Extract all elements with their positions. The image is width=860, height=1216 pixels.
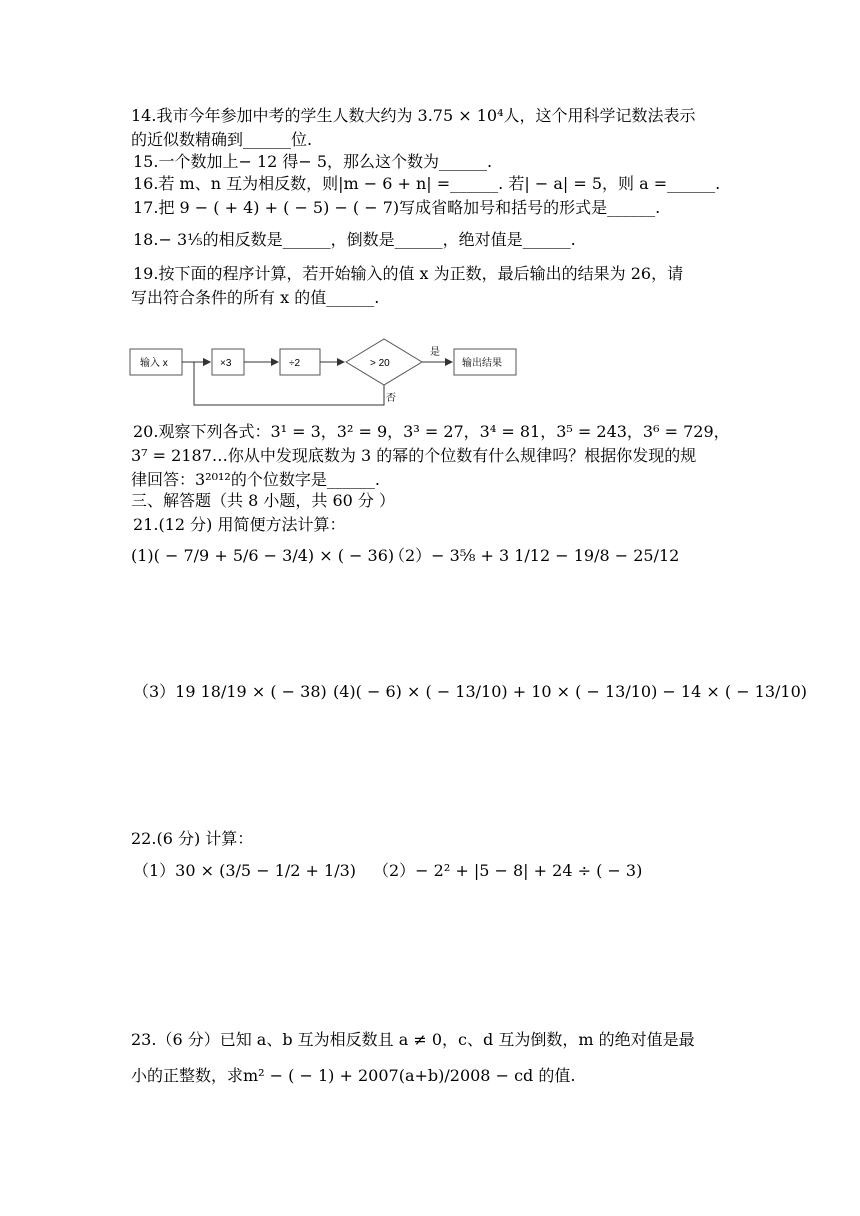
program-flowchart [128, 333, 548, 413]
q21-part1: (1)( − 7/9 + 5/6 − 3/4) × ( − 36) [131, 546, 395, 565]
q21-title: 21.(12 分) 用简便方法计算： [133, 515, 346, 534]
flow-output-label: 输出结果 [462, 358, 502, 369]
q18: 18.− 3⅕的相反数是______，倒数是______，绝对值是______. [133, 230, 576, 249]
q19-line1: 19.按下面的程序计算，若开始输入的值 x 为正数，最后输出的结果为 26，请 [133, 264, 684, 283]
q20-line1: 20.观察下列各式：3¹ = 3，3² = 9，3³ = 27，3⁴ = 81，3⁵ = 243，3⁶ = 729， [133, 422, 730, 441]
q20-line2: 3⁷ = 2187…你从中发现底数为 3 的幂的个位数有什么规律吗？根据你发现的规 [131, 446, 697, 465]
flow-input-label: 输入 x [140, 358, 168, 369]
flow-condition-label: > 20 [370, 358, 390, 369]
flow-no-label: 否 [386, 393, 396, 404]
q14-line2: 的近似数精确到______位. [131, 130, 313, 149]
q14-line1: 14.我市今年参加中考的学生人数大约为 3.75 × 10⁴人，这个用科学记数法表示 [131, 106, 696, 125]
q22-part1: （1）30 × (3/5 − 1/2 + 1/3) [133, 861, 357, 880]
q23-line1: 23.（6 分）已知 a、b 互为相反数且 a ≠ 0，c、d 互为倒数，m 的绝对值是最 [131, 1030, 695, 1049]
q17: 17.把 9 − ( + 4) + ( − 5) − ( − 7)写成省略加号和括号的形式是______. [133, 198, 661, 217]
q23-line2: 小的正整数，求m² − ( − 1) + 2007(a+b)/2008 − cd 的值. [131, 1066, 576, 1085]
q21-part4: (4)( − 6) × ( − 13/10) + 10 × ( − 13/10) − 14 × ( − 13/10) [333, 682, 808, 701]
q21-part2: （2）− 3⅝ + 3 1/12 − 19/8 − 25/12 [389, 546, 680, 565]
flow-divide-label: ÷2 [289, 358, 301, 369]
flow-multiply-label: ×3 [220, 358, 232, 369]
flow-yes-label: 是 [430, 347, 440, 358]
q20-line3: 律回答：3²⁰¹²的个位数字是______. [131, 470, 380, 489]
q19-line2: 写出符合条件的所有 x 的值______. [131, 288, 380, 307]
q22-title: 22.(6 分) 计算： [131, 829, 254, 848]
q22-part2: （2）− 2² + |5 − 8| + 24 ÷ ( − 3) [373, 861, 643, 880]
q16: 16.若 m、n 互为相反数，则|m − 6 + n| =______. 若| − a| = 5，则 a =______. [133, 174, 721, 193]
section3-heading: 三、解答题（共 8 小题，共 60 分 ） [131, 491, 395, 510]
q15: 15.一个数加上− 12 得− 5，那么这个数为______. [133, 152, 493, 171]
q21-part3: （3）19 18/19 × ( − 38) [133, 682, 327, 701]
